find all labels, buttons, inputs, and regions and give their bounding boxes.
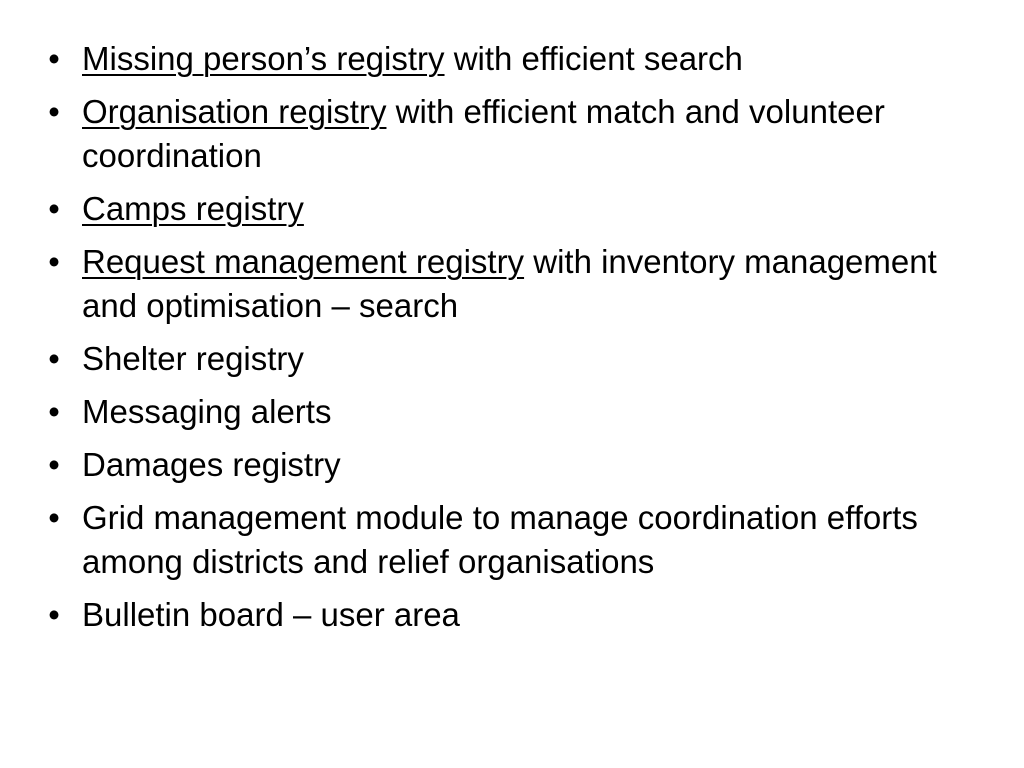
bullet-icon: • <box>48 93 60 130</box>
bullet-text: with efficient search <box>444 40 743 77</box>
bullet-text: Grid management module to manage coordination efforts among districts and relief organisations <box>82 499 918 580</box>
bullet-item-grid-management-module <box>42 496 982 584</box>
request-management-registry-link[interactable]: Request management registry <box>82 243 525 280</box>
bullet-icon: • <box>48 40 60 77</box>
bullet-text: Messaging alerts <box>82 393 332 430</box>
bullet-text: Damages registry <box>82 446 341 483</box>
bullet-text: with inventory management and optimisation – search <box>82 243 937 324</box>
bullet-icon: • <box>48 340 60 377</box>
bullet-text: with efficient match and volunteer coordination <box>82 93 885 174</box>
bullet-item-organisation-registry <box>42 90 982 178</box>
missing-persons-registry-link[interactable]: Missing person’s registry <box>82 40 445 77</box>
bullet-item-shelter-registry <box>42 337 982 381</box>
bullet-item-camps-registry <box>42 187 982 231</box>
bullet-icon: • <box>48 190 60 227</box>
bullet-text: Shelter registry <box>82 340 304 377</box>
bullet-item-messaging-alerts <box>42 390 982 434</box>
bullet-list <box>42 37 982 646</box>
bullet-icon: • <box>48 393 60 430</box>
bullet-icon: • <box>48 243 60 280</box>
bullet-item-request-management-registry <box>42 240 982 328</box>
organisation-registry-link[interactable]: Organisation registry <box>82 93 387 130</box>
bullet-item-missing-persons-registry <box>42 37 982 81</box>
bullet-icon: • <box>48 596 60 633</box>
bullet-icon: • <box>48 446 60 483</box>
bullet-icon: • <box>48 499 60 536</box>
bullet-text: Bulletin board – user area <box>82 596 460 633</box>
bullet-item-bulletin-board <box>42 593 982 637</box>
camps-registry-link[interactable]: Camps registry <box>82 190 304 227</box>
bullet-item-damages-registry <box>42 443 982 487</box>
